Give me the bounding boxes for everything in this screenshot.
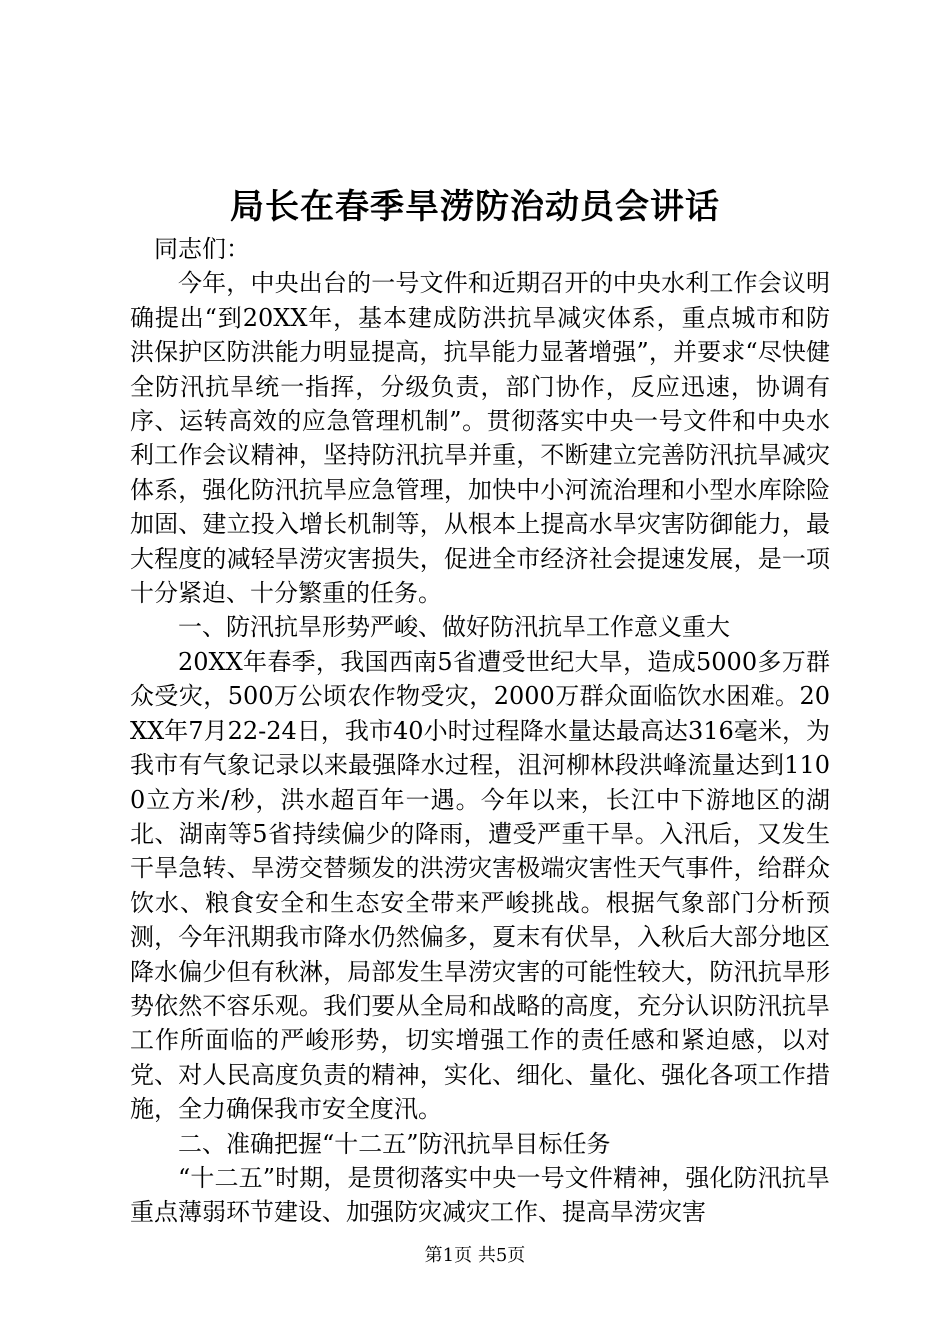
greeting: 同志们：: [154, 235, 250, 263]
section-heading-2: 二、准确把握“十二五”防汛抗旱目标任务: [178, 1129, 611, 1158]
section-heading-1: 一、防汛抗旱形势严峻、做好防汛抗旱工作意义重大: [178, 613, 730, 642]
section-body-2: “十二五”时期，是贯彻落实中央一号文件精神，强化防汛抗旱重点薄弱环节建设、加强防灾减灾工作、提高旱涝灾害: [130, 1163, 830, 1227]
page-number-footer: 第1页 共5页: [424, 1245, 526, 1266]
section-body-1: 20XX年春季，我国西南5省遭受世纪大旱，造成5000多万群众受灾，500万公顷农作物受灾，2000万群众面临饮水困难。20XX年7月22-24日，我市40小时过程降水量达最高达316毫米，为我市有气象记录以来最强降水过程，沮河柳林段洪峰流量达到1100立方米/秒，洪水超百年一遇。今年以来，长江中下游地区的湖北、湖南等5省持续偏少的降雨，遭受严重干旱。入汛后，又发生干旱急转、旱涝交替频发的洪涝灾害极端灾害性天气事件，给群众饮水、粮食安全和生态安全带来严峻挑战。根据气象部门分析预测，今年汛期我市降水仍然偏多，夏末有伏旱，入秋后大部分地区降水偏少但有秋淋，局部发生旱涝灾害的可能性较大，防汛抗旱形势依然不容乐观。我们要从全局和战略的高度，充分认识防汛抗旱工作所面临的严峻形势，切实增强工作的责任感和紧迫感，以对党、对人民高度负责的精神，实化、细化、量化、强化各项工作措施，全力确保我市安全度汛。: [130, 647, 830, 1124]
document-title: 局长在春季旱涝防治动员会讲话: [230, 187, 720, 227]
intro-paragraph: 今年，中央出台的一号文件和近期召开的中央水利工作会议明确提出“到20XX年，基本建成防洪抗旱减灾体系，重点城市和防洪保护区防洪能力明显提高，抗旱能力显著增强”，并要求“尽快健全防汛抗旱统一指挥，分级负责，部门协作，反应迅速，协调有序、运转高效的应急管理机制”。贯彻落实中央一号文件和中央水利工作会议精神，坚持防汛抗旱并重，不断建立完善防汛抗旱减灾体系，强化防汛抗旱应急管理，加快中小河流治理和小型水库除险加固、建立投入增长机制等，从根本上提高水旱灾害防御能力，最大程度的减轻旱涝灾害损失，促进全市经济社会提速发展，是一项十分紧迫、十分繁重的任务。: [130, 269, 830, 608]
document-body: [130, 232, 830, 1230]
